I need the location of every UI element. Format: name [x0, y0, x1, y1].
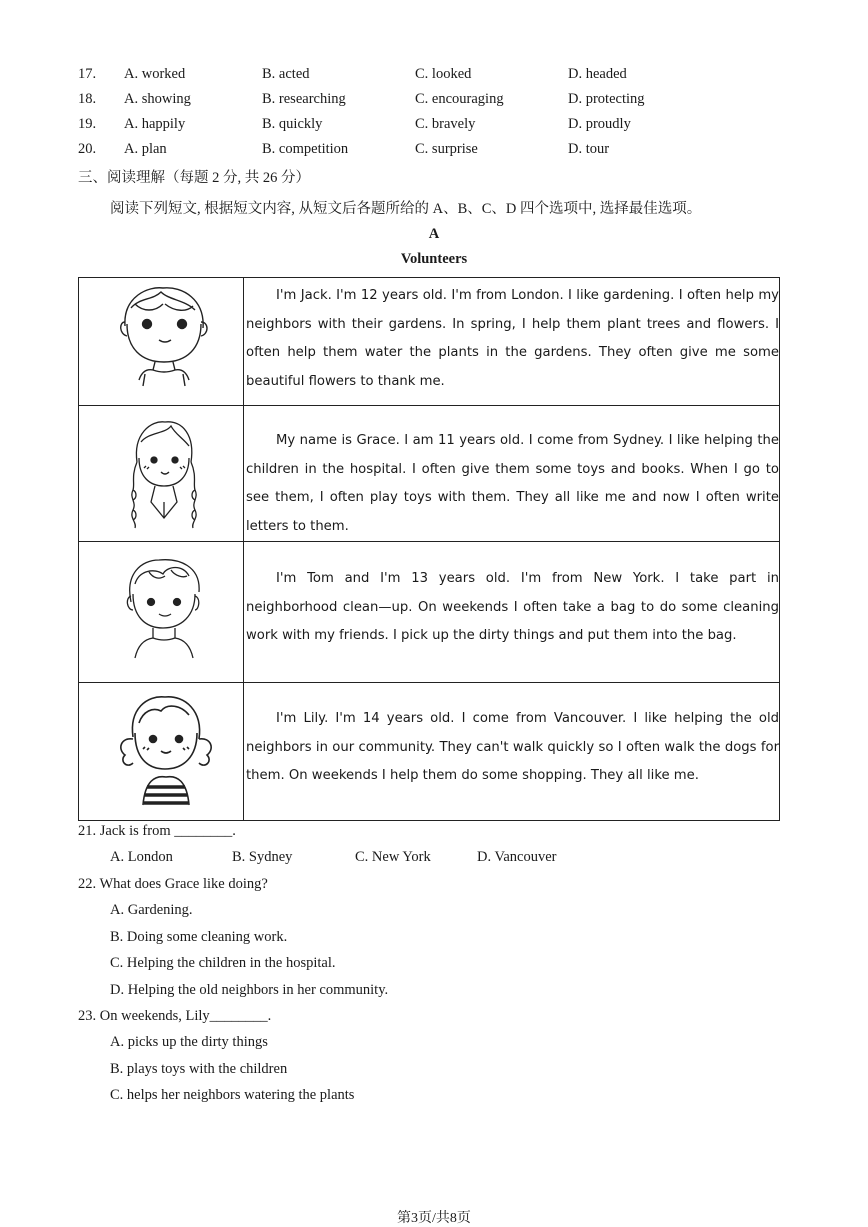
profile-text-lily: I'm Lily. I'm 14 years old. I come from Vancouver. I like helping the old neighbors in our community. They can't walk quickly so I often walk the dogs for them. On weekends I help them do some shopping. They all like me.	[246, 711, 779, 784]
q22-option-b[interactable]: B. Doing some cleaning work.	[110, 929, 288, 945]
profile-text-grace: My name is Grace. I am 11 years old. I come from Sydney. I like helping the children in the hospital. I often give them some toys and books. When I go to see them, I often play toys with them. They all like me and now I often write letters to them.	[246, 433, 779, 534]
question-23-stem: 23. On weekends, Lily________.	[78, 1008, 272, 1024]
boy-curly-portrait-icon	[79, 542, 244, 682]
option-b[interactable]: B. researching	[262, 91, 346, 107]
option-d[interactable]: D. headed	[568, 66, 627, 82]
option-a[interactable]: A. plan	[124, 141, 167, 157]
page-footer: 第3页/共8页	[397, 1211, 471, 1226]
option-c[interactable]: C. encouraging	[415, 91, 504, 107]
option-row-20	[78, 141, 778, 161]
option-b[interactable]: B. competition	[262, 141, 349, 157]
q23-option-c[interactable]: C. helps her neighbors watering the plants	[110, 1087, 355, 1103]
q22-option-a[interactable]: A. Gardening.	[110, 902, 193, 918]
question-number: 17.	[78, 66, 97, 82]
question-number: 20.	[78, 141, 97, 157]
question-22-stem: 22. What does Grace like doing?	[78, 876, 268, 892]
boy-portrait-icon	[79, 278, 244, 405]
profile-row-grace	[79, 406, 779, 542]
option-a[interactable]: A. showing	[124, 91, 191, 107]
option-row-18	[78, 91, 778, 111]
option-d[interactable]: D. protecting	[568, 91, 645, 107]
option-d[interactable]: D. proudly	[568, 116, 631, 132]
section-title: 三、阅读理解（每题 2 分, 共 26 分）	[78, 170, 310, 186]
q23-option-b[interactable]: B. plays toys with the children	[110, 1061, 288, 1077]
option-b[interactable]: B. acted	[262, 66, 310, 82]
option-c[interactable]: C. looked	[415, 66, 472, 82]
q23-option-a[interactable]: A. picks up the dirty things	[110, 1034, 268, 1050]
profile-row-jack	[79, 278, 779, 406]
q22-option-d[interactable]: D. Helping the old neighbors in her community.	[110, 982, 389, 998]
profile-row-tom	[79, 542, 779, 683]
passage-title: Volunteers	[400, 251, 468, 267]
option-b[interactable]: B. quickly	[262, 116, 323, 132]
option-c[interactable]: C. surprise	[415, 141, 478, 157]
q21-option-d[interactable]: D. Vancouver	[477, 849, 557, 865]
option-a[interactable]: A. happily	[124, 116, 186, 132]
q21-option-b[interactable]: B. Sydney	[232, 849, 293, 865]
question-21-stem: 21. Jack is from ________.	[78, 823, 236, 839]
q22-option-c[interactable]: C. Helping the children in the hospital.	[110, 955, 336, 971]
question-number: 18.	[78, 91, 97, 107]
q21-option-a[interactable]: A. London	[110, 849, 173, 865]
profile-text-tom: I'm Tom and I'm 13 years old. I'm from New York. I take part in neighborhood clean—up. On weekends I often take a bag to do some cleaning work with my friends. I pick up the dirty things and put them into the bag.	[246, 571, 779, 644]
profile-row-lily	[79, 683, 779, 820]
option-c[interactable]: C. bravely	[415, 116, 476, 132]
option-a[interactable]: A. worked	[124, 66, 186, 82]
question-number: 19.	[78, 116, 97, 132]
passage-letter: A	[428, 226, 440, 242]
instruction-text: 阅读下列短文, 根据短文内容, 从短文后各题所给的 A、B、C、D 四个选项中, 选择最佳选项。	[110, 201, 702, 217]
girl-striped-portrait-icon	[79, 683, 244, 820]
q21-option-c[interactable]: C. New York	[355, 849, 431, 865]
profile-text-jack: I'm Jack. I'm 12 years old. I'm from London. I like gardening. I often help my neighbors with their gardens. In spring, I help them plant trees and flowers. I often help them water the plants in the gardens. They often give me some beautiful flowers to thank me.	[246, 288, 779, 389]
option-row-19	[78, 116, 778, 136]
girl-braids-portrait-icon	[79, 406, 244, 541]
option-row-17	[78, 66, 778, 86]
volunteer-table	[78, 277, 780, 821]
option-d[interactable]: D. tour	[568, 141, 610, 157]
